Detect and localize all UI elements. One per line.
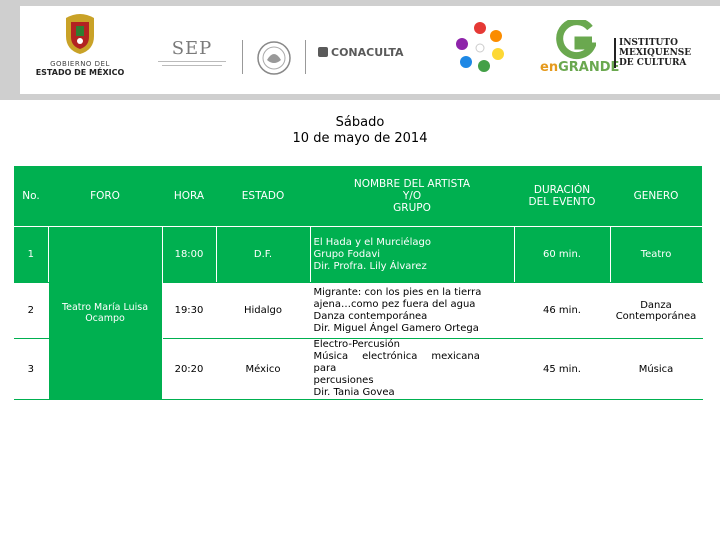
row-duracion: 45 min.: [514, 339, 610, 400]
engrande-text: enGRANDE: [540, 60, 620, 75]
schedule-table: [14, 166, 703, 400]
conaculta-mark-icon: [318, 47, 328, 57]
edomex-line2: ESTADO DE MÉXICO: [35, 68, 125, 77]
edomex-logo: [30, 12, 130, 84]
g-logo-icon: [554, 20, 596, 60]
row-hora: 19:30: [162, 283, 216, 339]
row-hora: 20:20: [162, 339, 216, 400]
imc-line3: DE CULTURA: [619, 58, 687, 68]
edomex-line1: GOBIERNO DEL: [50, 60, 110, 68]
conaculta-text: CONACULTA: [331, 46, 404, 59]
row-genero: Teatro: [610, 227, 702, 283]
row-no: 1: [14, 227, 48, 283]
row-artista: El Hada y el Murciélago Grupo Fodavi Dir. Profra. Lily Álvarez: [310, 227, 514, 283]
divider: [305, 40, 306, 74]
header-hora: HORA: [162, 166, 216, 227]
row-estado: Hidalgo: [216, 283, 310, 339]
row-artista: Migrante: con los pies en la tierra ajena…como pez fuera del agua Danza contemporánea Dir. Miguel Ángel Gamero Ortega: [310, 283, 514, 339]
national-seal-icon: [254, 40, 294, 76]
imc-logo: [614, 38, 691, 68]
header-foro: FORO: [48, 166, 162, 227]
divider: [242, 40, 243, 74]
row-artista: Electro-Percusión Música electrónica mexicanapara percusiones Dir. Tania Govea: [310, 339, 514, 400]
row-hora: 18:00: [162, 227, 216, 283]
table-row: [14, 227, 702, 283]
event-date: [250, 115, 470, 147]
flower-logo-icon: [450, 18, 510, 78]
header-genero: GENERO: [610, 166, 702, 227]
header-duracion: DURACIÓN DEL EVENTO: [514, 166, 610, 227]
sep-text: SEP: [171, 38, 213, 59]
header-row: [14, 166, 702, 227]
conaculta-logo: [318, 46, 404, 59]
row-no: 3: [14, 339, 48, 400]
row-estado: México: [216, 339, 310, 400]
date-full: 10 de mayo de 2014: [292, 131, 428, 146]
row-duracion: 46 min.: [514, 283, 610, 339]
imc-line1: INSTITUTO: [619, 38, 678, 48]
row-estado: D.F.: [216, 227, 310, 283]
header-artista: NOMBRE DEL ARTISTA Y/O GRUPO: [310, 166, 514, 227]
date-day: Sábado: [335, 115, 385, 130]
sep-logo: [152, 38, 232, 78]
header-no: No.: [14, 166, 48, 227]
coat-of-arms-icon: [60, 12, 100, 56]
foro-cell: Teatro María Luisa Ocampo: [48, 227, 162, 400]
row-duracion: 60 min.: [514, 227, 610, 283]
row-genero: Música: [610, 339, 702, 400]
logo-banner: [0, 0, 720, 100]
row-genero: Danza Contemporánea: [610, 283, 702, 339]
imc-line2: MEXIQUENSE: [619, 48, 692, 58]
header-estado: ESTADO: [216, 166, 310, 227]
engrande-logo: [540, 20, 620, 80]
row-no: 2: [14, 283, 48, 339]
